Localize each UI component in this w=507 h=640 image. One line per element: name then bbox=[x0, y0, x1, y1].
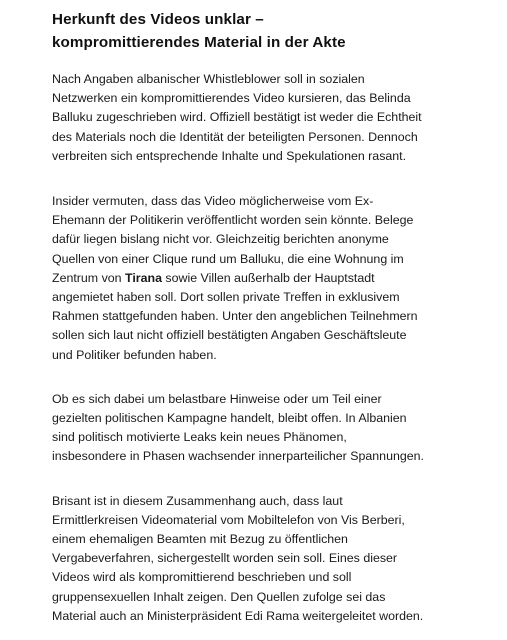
text-line: insbesondere in Phasen wachsender innerparteilicher Spannungen. bbox=[52, 449, 424, 464]
text-line: des Materials noch die Identität der beteiligten Personen. Dennoch bbox=[52, 129, 418, 144]
text-line: sollen sich laut nicht offiziell bestätigten Angaben Geschäftsleute bbox=[52, 328, 407, 343]
text-line: Quellen von einer Clique rund um Balluku, die eine Wohnung im bbox=[52, 251, 404, 266]
text-line: Ehemann der Politikerin veröffentlicht worden sein könnte. Belege bbox=[52, 213, 414, 228]
text-line: Balluku zugeschrieben wird. Offiziell bestätigt ist weder die Echtheit bbox=[52, 110, 422, 125]
bold-city-name: Tirana bbox=[125, 270, 162, 285]
text-line: angemietet haben soll. Dort sollen private Treffen in exklusivem bbox=[52, 290, 400, 305]
text-line: Ob es sich dabei um belastbare Hinweise oder um Teil einer bbox=[52, 391, 382, 406]
paragraph-insider bbox=[52, 192, 472, 365]
text-line: verbreiten sich entsprechende Inhalte und Spekulationen rasant. bbox=[52, 148, 407, 163]
paragraph-investigators bbox=[52, 492, 472, 626]
text-fragment: Zentrum von bbox=[52, 270, 125, 285]
text-line: Vergabeverfahren, sichergestellt worden sein soll. Eines dieser bbox=[52, 551, 398, 566]
text-fragment: sowie Villen außerhalb der Hauptstadt bbox=[161, 270, 375, 285]
text-line: Material auch an Ministerpräsident Edi Rama weitergeleitet worden. bbox=[52, 608, 424, 623]
headline-line: kompromittierendes Material in der Akte bbox=[52, 34, 346, 51]
text-line: Netzwerken ein kompromittierendes Video kursieren, das Belinda bbox=[52, 91, 411, 106]
paragraph-campaign bbox=[52, 390, 472, 467]
text-line: und Politiker befunden haben. bbox=[52, 347, 217, 362]
headline-line: Herkunft des Videos unklar – bbox=[52, 11, 264, 28]
paragraph-whistleblower bbox=[52, 70, 472, 166]
text-line: Nach Angaben albanischer Whistleblower soll in sozialen bbox=[52, 72, 365, 86]
text-line-with-bold bbox=[52, 269, 472, 288]
text-line: Insider vermuten, dass das Video möglicherweise vom Ex- bbox=[52, 194, 374, 209]
article-headline bbox=[52, 8, 472, 54]
article bbox=[52, 8, 472, 626]
text-line: Videos wird als kompromittierend beschrieben und soll bbox=[52, 570, 352, 585]
text-line: dafür liegen bislang nicht vor. Gleichzeitig berichten anonyme bbox=[52, 232, 389, 247]
text-line: Brisant ist in diesem Zusammenhang auch, dass laut bbox=[52, 493, 343, 508]
text-line: sind politisch motivierte Leaks kein neues Phänomen, bbox=[52, 430, 347, 445]
text-line: einem ehemaligen Beamten mit Bezug zu öffentlichen bbox=[52, 532, 348, 547]
text-line: Ermittlerkreisen Videomaterial vom Mobiltelefon von Vis Berberi, bbox=[52, 512, 405, 527]
text-line: gezielten politischen Kampagne handelt, bleibt offen. In Albanien bbox=[52, 411, 407, 426]
text-line: gruppensexuellen Inhalt zeigen. Den Quellen zufolge sei das bbox=[52, 589, 386, 604]
text-line: Rahmen stattgefunden haben. Unter den angeblichen Teilnehmern bbox=[52, 309, 418, 324]
